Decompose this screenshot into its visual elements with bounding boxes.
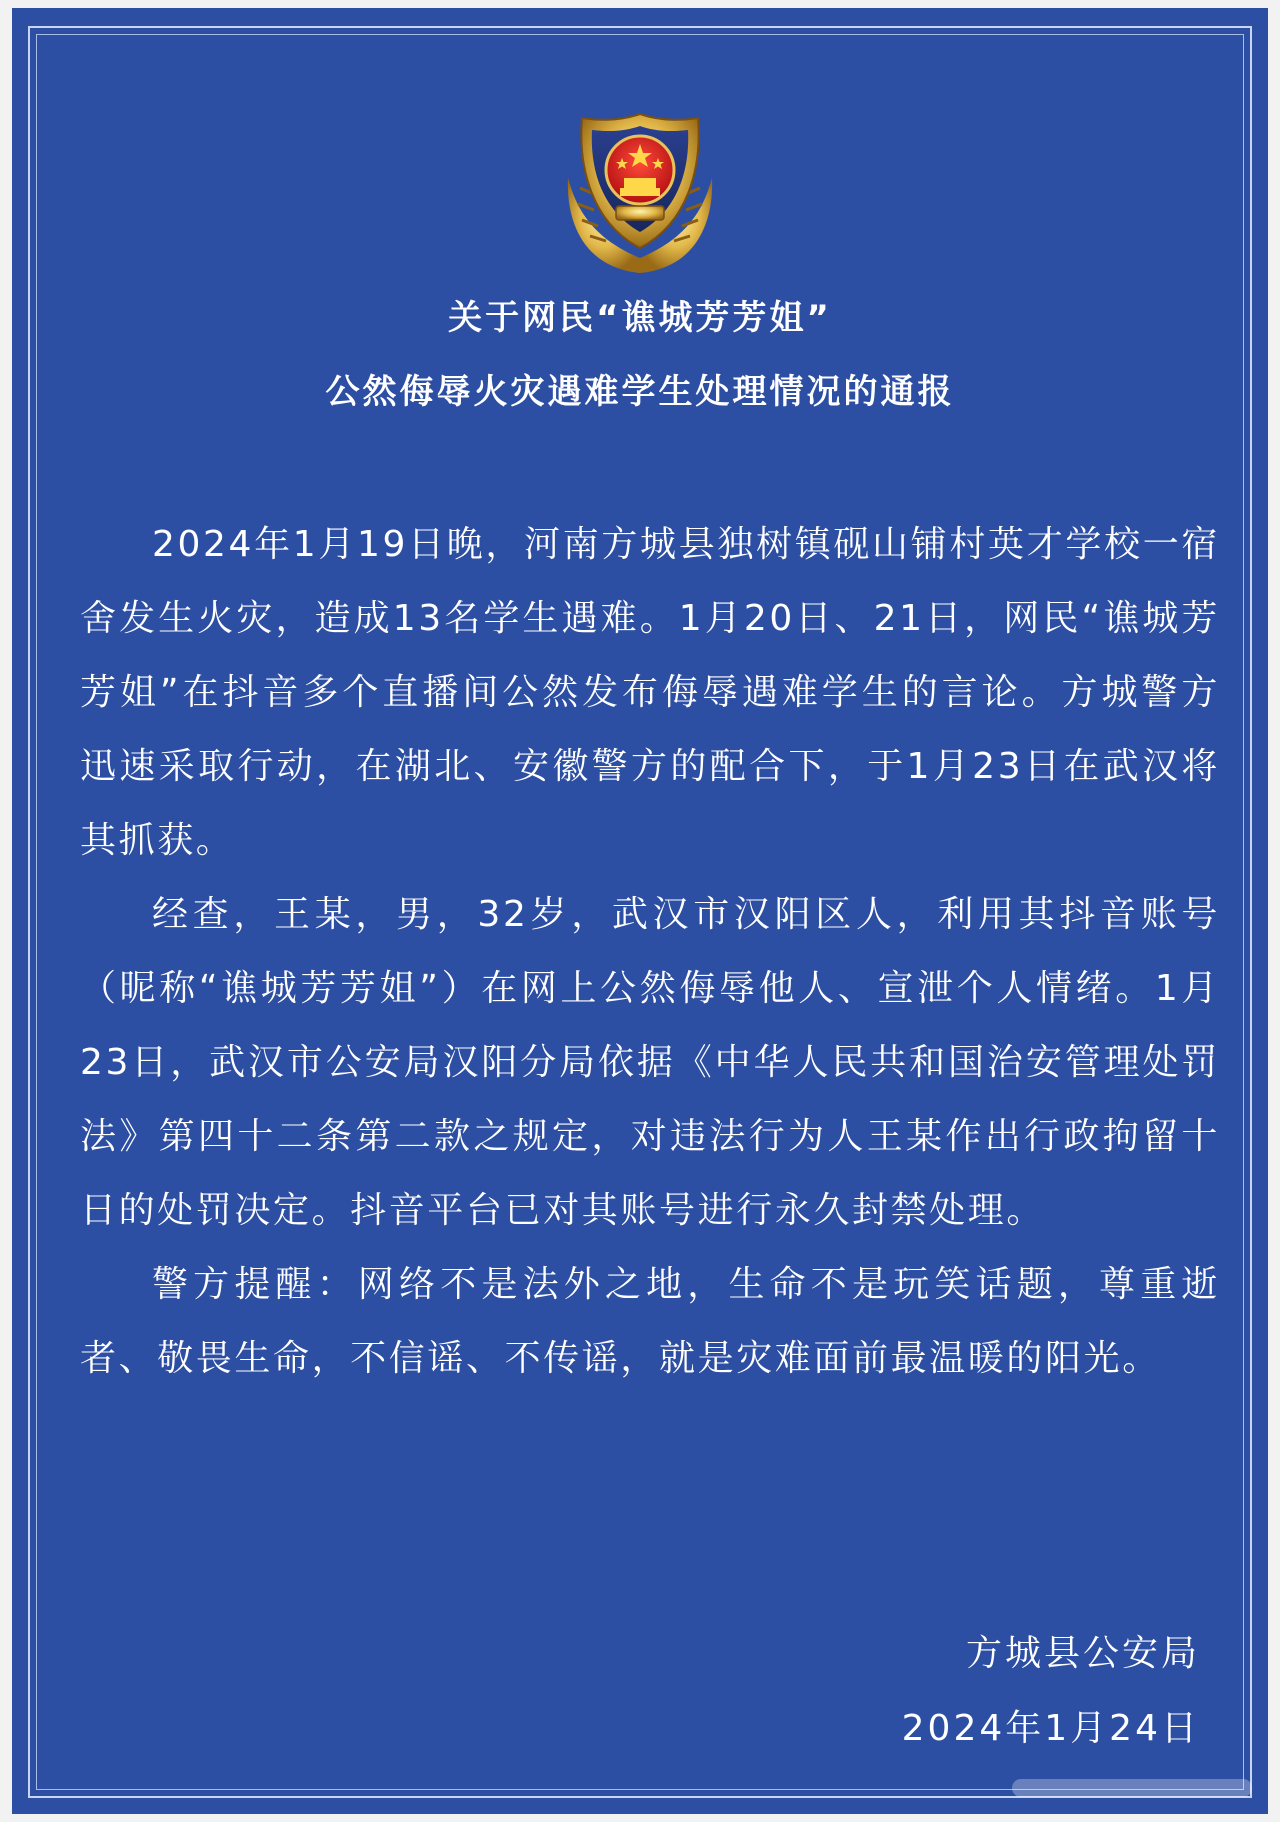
body-paragraph-3: 警方提醒：网络不是法外之地，生命不是玩笑话题，尊重逝者、敬畏生命，不信谣、不传谣，就是灾难面前最温暖的阳光。 — [80, 1264, 1220, 1379]
body-paragraph-1: 2024年1月19日晚，河南方城县独树镇砚山铺村英才学校一宿舍发生火灾，造成13名学生遇难。1月20日、21日，网民“谯城芳芳姐”在抖音多个直播间公然发布侮辱遇难学生的言论。方城警方迅速采取行动，在湖北、安徽警方的配合下，于1月23日在武汉将其抓获。 — [80, 524, 1220, 861]
notice-title-line1: 关于网民“谯城芳芳姐” — [448, 298, 832, 338]
police-emblem-icon — [558, 108, 722, 278]
signature-organization: 方城县公安局 — [965, 1633, 1200, 1674]
police-notice — [12, 8, 1268, 1814]
signature-date: 2024年1月24日 — [901, 1708, 1200, 1749]
notice-body — [80, 508, 1220, 1396]
watermark — [1012, 1773, 1252, 1803]
notice-title-line2: 公然侮辱火灾遇难学生处理情况的通报 — [325, 372, 955, 412]
body-paragraph-2: 经查，王某，男，32岁，武汉市汉阳区人，利用其抖音账号（昵称“谯城芳芳姐”）在网上公然侮辱他人、宣泄个人情绪。1月23日，武汉市公安局汉阳分局依据《中华人民共和国治安管理处罚法》第四十二条第二款之规定，对违法行为人王某作出行政拘留十日的处罚决定。抖音平台已对其账号进行永久封禁处理。 — [80, 894, 1220, 1231]
